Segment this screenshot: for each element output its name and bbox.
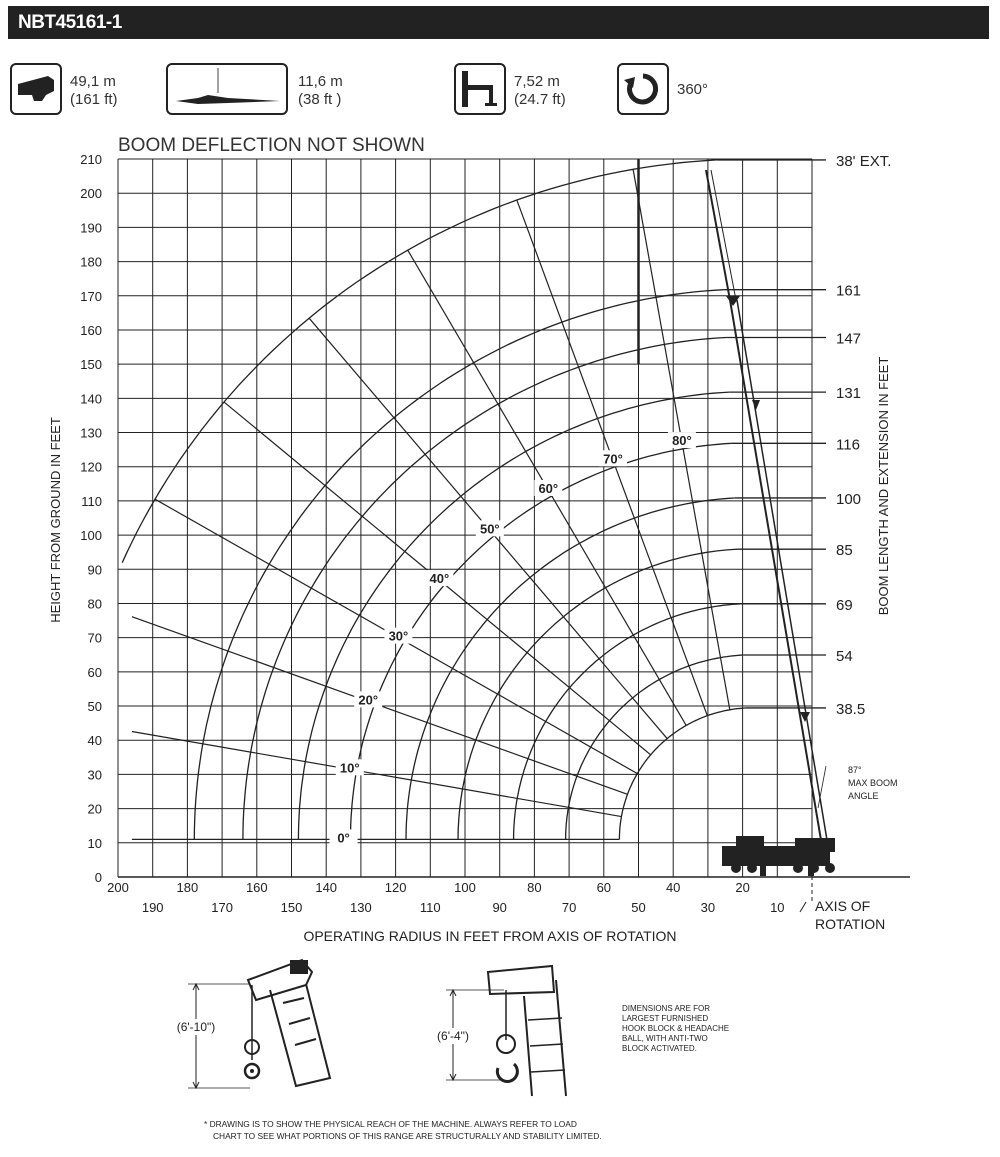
dim-note-line: HOOK BLOCK & HEADACHE bbox=[622, 1024, 730, 1033]
x-tick-label-top: 80 bbox=[527, 880, 542, 895]
x-tick-label-top: 40 bbox=[665, 880, 681, 895]
x-tick-label-top: 140 bbox=[315, 880, 338, 895]
rotation-axis-label bbox=[815, 898, 885, 932]
boom-length-label: 69 bbox=[836, 596, 853, 614]
x-tick-label-bottom: 30 bbox=[700, 900, 716, 915]
y-tick-label: 0 bbox=[94, 870, 102, 885]
boom-length-label: 116 bbox=[836, 436, 860, 454]
outrigger-imperial: (24.7 ft) bbox=[514, 91, 566, 108]
boom-angle-label: 70° bbox=[603, 451, 623, 467]
boom-angle-label: 0° bbox=[337, 830, 350, 846]
dim-note-line: LARGEST FURNISHED bbox=[622, 1014, 709, 1023]
boom-length-label: 54 bbox=[836, 648, 853, 666]
hook-block-illustration-left bbox=[169, 960, 330, 1088]
x-tick-label-bottom: 70 bbox=[561, 900, 577, 915]
hook-block-illustration-right bbox=[427, 966, 566, 1096]
y-tick-label: 150 bbox=[80, 357, 102, 373]
boom-length-label: 147 bbox=[836, 330, 862, 348]
boom-length-label: 38.5 bbox=[836, 700, 866, 718]
x-tick-label-top: 180 bbox=[176, 880, 199, 895]
x-tick-label-bottom: 110 bbox=[419, 900, 441, 915]
dim-note-line: DIMENSIONS ARE FOR bbox=[622, 1004, 711, 1013]
y-tick-label: 200 bbox=[80, 186, 102, 202]
footnote-line: * DRAWING IS TO SHOW THE PHYSICAL REACH OF THE MACHINE. ALWAYS REFER TO LOAD bbox=[204, 1119, 577, 1129]
y-tick-label: 90 bbox=[87, 562, 102, 578]
hook-dim-left: (6'-10") bbox=[176, 1020, 216, 1034]
hook-dim-right: (6'-4") bbox=[437, 1029, 469, 1043]
chart-grid bbox=[118, 159, 910, 877]
outrigger-metric: 7,52 m bbox=[514, 73, 560, 90]
boom-angle-label: 40° bbox=[429, 571, 450, 587]
boom-length-label: 100 bbox=[836, 490, 862, 508]
max-height-metric: 49,1 m bbox=[70, 73, 116, 90]
dimensions-note bbox=[622, 1004, 729, 1054]
y-tick-label: 80 bbox=[87, 596, 102, 612]
x-tick-label-bottom: 50 bbox=[631, 900, 646, 915]
y-tick-label: 180 bbox=[80, 254, 102, 270]
max-angle-note bbox=[848, 765, 898, 801]
x-tick-label-bottom: 190 bbox=[141, 900, 164, 915]
boom-arc bbox=[243, 338, 726, 840]
x-tick-label-bottom: 10 bbox=[770, 900, 785, 915]
max-angle-value: 87° bbox=[848, 765, 862, 775]
y-tick-label: 20 bbox=[87, 801, 102, 817]
jib-metric: 11,6 m bbox=[298, 73, 343, 90]
y-tick-label: 50 bbox=[87, 699, 102, 715]
dim-note-line: BALL, WITH ANTI-TWO bbox=[622, 1034, 708, 1043]
boom-angle-labels bbox=[330, 432, 696, 845]
rotation-axis-line1: AXIS OF bbox=[815, 898, 871, 914]
x-tick-label-top: 60 bbox=[596, 880, 612, 895]
y-tick-label: 160 bbox=[80, 322, 102, 338]
boom-length-label: 161 bbox=[836, 282, 862, 300]
boom-angle-label: 50° bbox=[479, 521, 500, 537]
boom-length-label: 85 bbox=[836, 542, 853, 560]
max-height-imperial: (161 ft) bbox=[70, 91, 118, 108]
x-tick-label-top: 160 bbox=[245, 880, 268, 895]
rotation-value: 360° bbox=[677, 81, 709, 98]
boom-angle-label: 20° bbox=[358, 692, 379, 708]
max-angle-line1: MAX BOOM bbox=[848, 778, 898, 788]
y-tick-label: 10 bbox=[87, 835, 102, 851]
max-angle-line2: ANGLE bbox=[848, 791, 879, 801]
y-tick-label: 40 bbox=[87, 733, 102, 749]
footnote-line: CHART TO SEE WHAT PORTIONS OF THIS RANGE ARE STRUCTURALLY AND STABILITY LIMITED. bbox=[213, 1131, 602, 1141]
y-tick-label: 70 bbox=[87, 630, 102, 646]
y-tick-label: 170 bbox=[80, 288, 102, 304]
x-axis-label: OPERATING RADIUS IN FEET FROM AXIS OF ROTATION bbox=[303, 928, 677, 944]
boom-arc bbox=[122, 160, 717, 563]
x-tick-label-bottom: 150 bbox=[280, 900, 303, 915]
boom-length-label: 38' EXT. bbox=[836, 152, 892, 170]
y-axis-label: HEIGHT FROM GROUND IN FEET bbox=[48, 417, 63, 623]
x-tick-label-bottom: 130 bbox=[350, 900, 372, 915]
crane-drawing bbox=[706, 170, 835, 902]
x-tick-label-bottom: 90 bbox=[492, 900, 507, 915]
boom-angle-label: 80° bbox=[672, 433, 692, 449]
x-tick-label-top: 120 bbox=[384, 880, 407, 895]
y-tick-label: 100 bbox=[80, 528, 102, 544]
right-axis-label: BOOM LENGTH AND EXTENSION IN FEET bbox=[876, 356, 891, 616]
jib-imperial: (38 ft ) bbox=[298, 91, 342, 108]
boom-angle-label: 10° bbox=[339, 760, 360, 776]
boom-angle-lines bbox=[132, 169, 730, 839]
x-tick-label-top: 20 bbox=[735, 880, 750, 895]
boom-arc bbox=[194, 290, 724, 840]
boom-angle-label: 30° bbox=[388, 628, 409, 644]
model-title: NBT45161-1 bbox=[18, 12, 122, 33]
y-tick-label: 140 bbox=[80, 391, 102, 407]
y-tick-label: 210 bbox=[80, 152, 102, 167]
axis-ticks bbox=[80, 152, 784, 915]
x-tick-label-top: 100 bbox=[454, 880, 476, 895]
y-tick-label: 110 bbox=[81, 493, 102, 509]
y-tick-label: 60 bbox=[87, 664, 102, 680]
x-tick-label-bottom: 170 bbox=[211, 900, 233, 915]
x-tick-label-top: 200 bbox=[107, 880, 129, 895]
y-tick-label: 30 bbox=[87, 767, 102, 783]
y-tick-label: 190 bbox=[80, 220, 102, 236]
boom-angle-label: 60° bbox=[538, 480, 559, 496]
rotation-axis-line2: ROTATION bbox=[815, 916, 886, 932]
footnote bbox=[204, 1118, 602, 1142]
y-tick-label: 130 bbox=[80, 425, 102, 441]
dim-note-line: BLOCK ACTIVATED. bbox=[622, 1044, 697, 1053]
chart-title: BOOM DEFLECTION NOT SHOWN bbox=[118, 135, 425, 156]
boom-length-label: 131 bbox=[836, 385, 862, 403]
y-tick-label: 120 bbox=[80, 459, 102, 475]
